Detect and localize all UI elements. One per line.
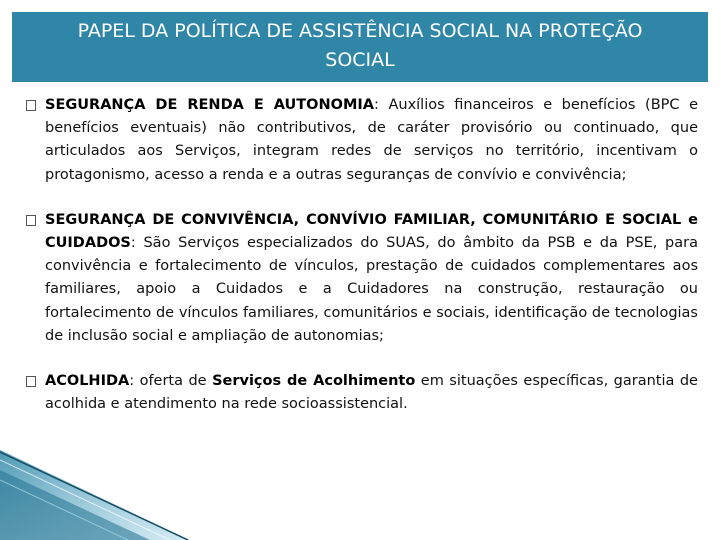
- checkbox-bullet-icon: [26, 100, 36, 111]
- item-text: : São Serviços especializados do SUAS, do âmbito da PSB e da PSE, para convivência e fortalecimento de vínculos, prestação de cuidados complementares aos familiares, apoio a Cuidados e a Cuidadores na construção, restauração ou fortalecimento de vínculos familiares, comunitários e sociais, identificação de tecnologias de inclusão social e ampliação de autonomias;: [45, 235, 698, 344]
- bullet-item-renda: [26, 94, 698, 187]
- item-text-before: : oferta de: [129, 373, 213, 390]
- slide-title-line-2: SOCIAL: [325, 49, 395, 71]
- bullet-list: [26, 94, 698, 416]
- checkbox-bullet-icon: [26, 376, 36, 387]
- item-emphasis: Serviços de Acolhimento: [212, 373, 416, 390]
- bullet-item-convivencia: [26, 209, 698, 348]
- bullet-item-acolhida: [26, 370, 698, 416]
- item-heading: SEGURANÇA DE RENDA E AUTONOMIA: [45, 97, 375, 113]
- checkbox-bullet-icon: [26, 215, 36, 226]
- slide-title-line-1: PAPEL DA POLÍTICA DE ASSISTÊNCIA SOCIAL NA PROTEÇÃO: [77, 20, 643, 42]
- slide-title: [12, 12, 708, 82]
- item-text-after: em situações específicas, garantia de acolhida e atendimento na rede socioassistencial.: [45, 373, 698, 413]
- item-text: : Auxílios financeiros e benefícios (BPC e benefícios eventuais) não contributivos, de caráter provisório ou continuado, que articulados aos Serviços, integram redes de serviços no território, incentivam o protagonismo, acesso a renda e a outras seguranças de convívio e convivência;: [45, 97, 698, 183]
- item-heading: ACOLHIDA: [45, 373, 130, 390]
- corner-decoration: [0, 440, 190, 540]
- item-heading: SEGURANÇA DE CONVIVÊNCIA, CONVÍVIO FAMILIAR, COMUNITÁRIO E SOCIAL e CUIDADOS: [45, 211, 698, 252]
